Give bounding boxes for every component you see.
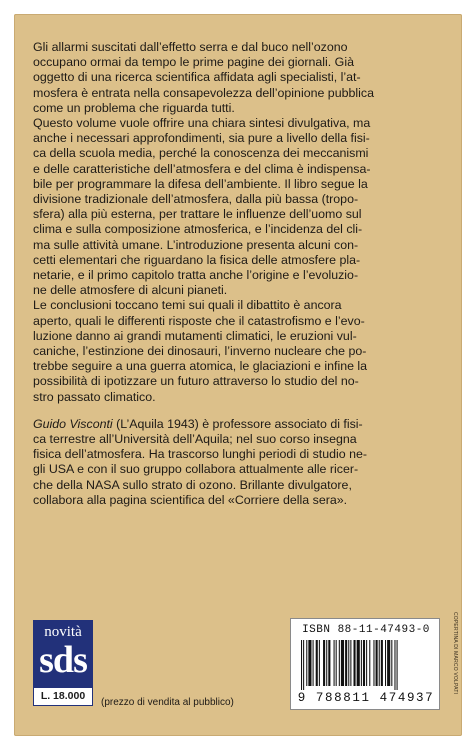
price-note: (prezzo di vendita al pubblico) bbox=[101, 697, 234, 708]
blurb-line: e delle caratteristiche dell’atmosfera e del clima è indispensa- bbox=[33, 161, 371, 176]
blurb-line: ne delle atmosfere di alcuni pianeti. bbox=[33, 283, 228, 298]
blurb-line: luzione danno ai grandi mutamenti climatici, le eruzioni vul- bbox=[33, 328, 357, 343]
blurb-line: oggetto di una ricerca scientifica affidata agli specialisti, l’at- bbox=[33, 70, 361, 85]
barcode-bar bbox=[316, 640, 318, 686]
blurb-line: cetti elementari che riguardano la fisica delle atmosfere pla- bbox=[33, 252, 361, 267]
badge-novita-label: novità bbox=[44, 624, 82, 640]
barcode-bar bbox=[339, 640, 340, 686]
blurb bbox=[33, 40, 441, 508]
barcode-bar bbox=[361, 640, 362, 686]
blurb-line: mosfera è entrata nella consapevolezza dell’opinione pubblica bbox=[33, 85, 374, 100]
blurb-line: clima e sulla composizione atmosferica, e l’incidenza del cli- bbox=[33, 222, 363, 237]
isbn-number: ISBN 88-11-47493-0 bbox=[302, 624, 430, 636]
barcode-bar bbox=[363, 640, 365, 686]
bio-line: fisica dell’atmosfera. Ha trascorso lunghi periodi di studio ne- bbox=[33, 447, 368, 462]
series-badge bbox=[33, 620, 93, 706]
bio-line: che della NASA sullo strato di ozono. Brillante divulgatore, bbox=[33, 477, 352, 492]
barcode-bar bbox=[387, 640, 390, 686]
barcode-bar bbox=[354, 640, 356, 686]
blurb-line: caniche, l’estinzione dei dinosauri, l’inverno nucleare che po- bbox=[33, 344, 367, 359]
barcode-bar bbox=[323, 640, 325, 686]
barcode-bar bbox=[341, 640, 344, 686]
barcode-bar bbox=[306, 640, 307, 686]
bio-line: ca terrestre all’Università dell’Aquila; nel suo corso insegna bbox=[33, 432, 357, 447]
blurb-line: netarie, e il primo capitolo tratta anche l’origine e l’evoluzio- bbox=[33, 268, 359, 283]
isbn-barcode-box bbox=[290, 618, 440, 710]
blurb-line: come un problema che riguarda tutti. bbox=[33, 100, 235, 115]
barcode-bar bbox=[391, 640, 392, 686]
blurb-line: Gli allarmi suscitati dall’effetto serra e dal buco nell’ozono bbox=[33, 40, 348, 54]
barcode-bar bbox=[328, 640, 330, 686]
price-label: L. 18.000 bbox=[33, 687, 93, 706]
cover-credit bbox=[450, 612, 460, 728]
barcode-bar bbox=[336, 640, 337, 686]
barcode-bar bbox=[313, 640, 314, 686]
barcode-bar bbox=[334, 640, 335, 686]
blurb-line: aperto, quali le differenti risposte che il catastrofismo e l’evo- bbox=[33, 313, 365, 328]
blurb-line: possibilità di ipotizzare un futuro attraverso lo studio del no- bbox=[33, 374, 359, 389]
blurb-line: ma sulle attività umane. L’introduzione presenta alcuni con- bbox=[33, 237, 359, 252]
barcode-bar bbox=[369, 640, 370, 686]
blurb-line: sfera) alla più esterna, per trattare le influenze dell’uomo sul bbox=[33, 207, 362, 222]
barcode-bar bbox=[345, 640, 347, 686]
blurb-line: divisione tradizionale dell’atmosfera, dalla più bassa (tropo- bbox=[33, 192, 359, 207]
blurb-line: stro passato climatico. bbox=[33, 389, 156, 404]
blurb-line: ca della scuola media, perché la conoscenza dei meccanismi bbox=[33, 146, 369, 161]
barcode-icon bbox=[297, 640, 435, 690]
bio-line: collabora alla pagina scientifica del «Corriere della sera». bbox=[33, 492, 348, 507]
paragraph-gap bbox=[33, 405, 441, 417]
blurb-line: bile per programmare la difesa dell’ambiente. Il libro segue la bbox=[33, 176, 368, 191]
author-name: Guido Visconti bbox=[33, 416, 113, 431]
badge-sds-logo: sds bbox=[39, 639, 87, 681]
barcode-bar bbox=[348, 640, 349, 686]
bio-first-line bbox=[33, 417, 441, 432]
barcode-bar bbox=[357, 640, 360, 686]
barcode-bar bbox=[303, 640, 304, 690]
barcode-bar bbox=[326, 640, 327, 686]
blurb-line: trebbe seguire a una guerra atomica, le glaciazioni e infine la bbox=[33, 359, 368, 374]
bio-first-line-rest: (L’Aquila 1943) è professore associato di fisi- bbox=[112, 416, 363, 431]
ean-number: 9 788811 474937 bbox=[297, 691, 435, 705]
barcode-bar bbox=[381, 640, 383, 686]
barcode-bar bbox=[373, 640, 374, 686]
blurb-line: Questo volume vuole offrire una chiara sintesi divulgativa, ma bbox=[33, 116, 371, 131]
blurb-line: occupano ormai da tempo le prime pagine dei giornali. Già bbox=[33, 55, 354, 70]
bio-line: gli USA e con il suo gruppo collabora attualmente alle ricer- bbox=[33, 462, 359, 477]
barcode-bar bbox=[385, 640, 386, 686]
barcode-bar bbox=[376, 640, 378, 686]
barcode-bar bbox=[350, 640, 351, 686]
blurb-line: Le conclusioni toccano temi sui quali il dibattito è ancora bbox=[33, 298, 342, 313]
barcode-bar bbox=[394, 640, 395, 690]
cover-credit-text: COPERTINA DI MARCO VOLPATI bbox=[452, 612, 458, 695]
barcode-bar bbox=[301, 640, 302, 690]
blurb-line: anche i necessari approfondimenti, sia pure a livello della fisi- bbox=[33, 131, 370, 146]
barcode-bar bbox=[366, 640, 367, 686]
barcode-bar bbox=[308, 640, 311, 686]
barcode-bar bbox=[397, 640, 398, 690]
barcode-bar bbox=[379, 640, 380, 686]
barcode-bar bbox=[319, 640, 320, 686]
